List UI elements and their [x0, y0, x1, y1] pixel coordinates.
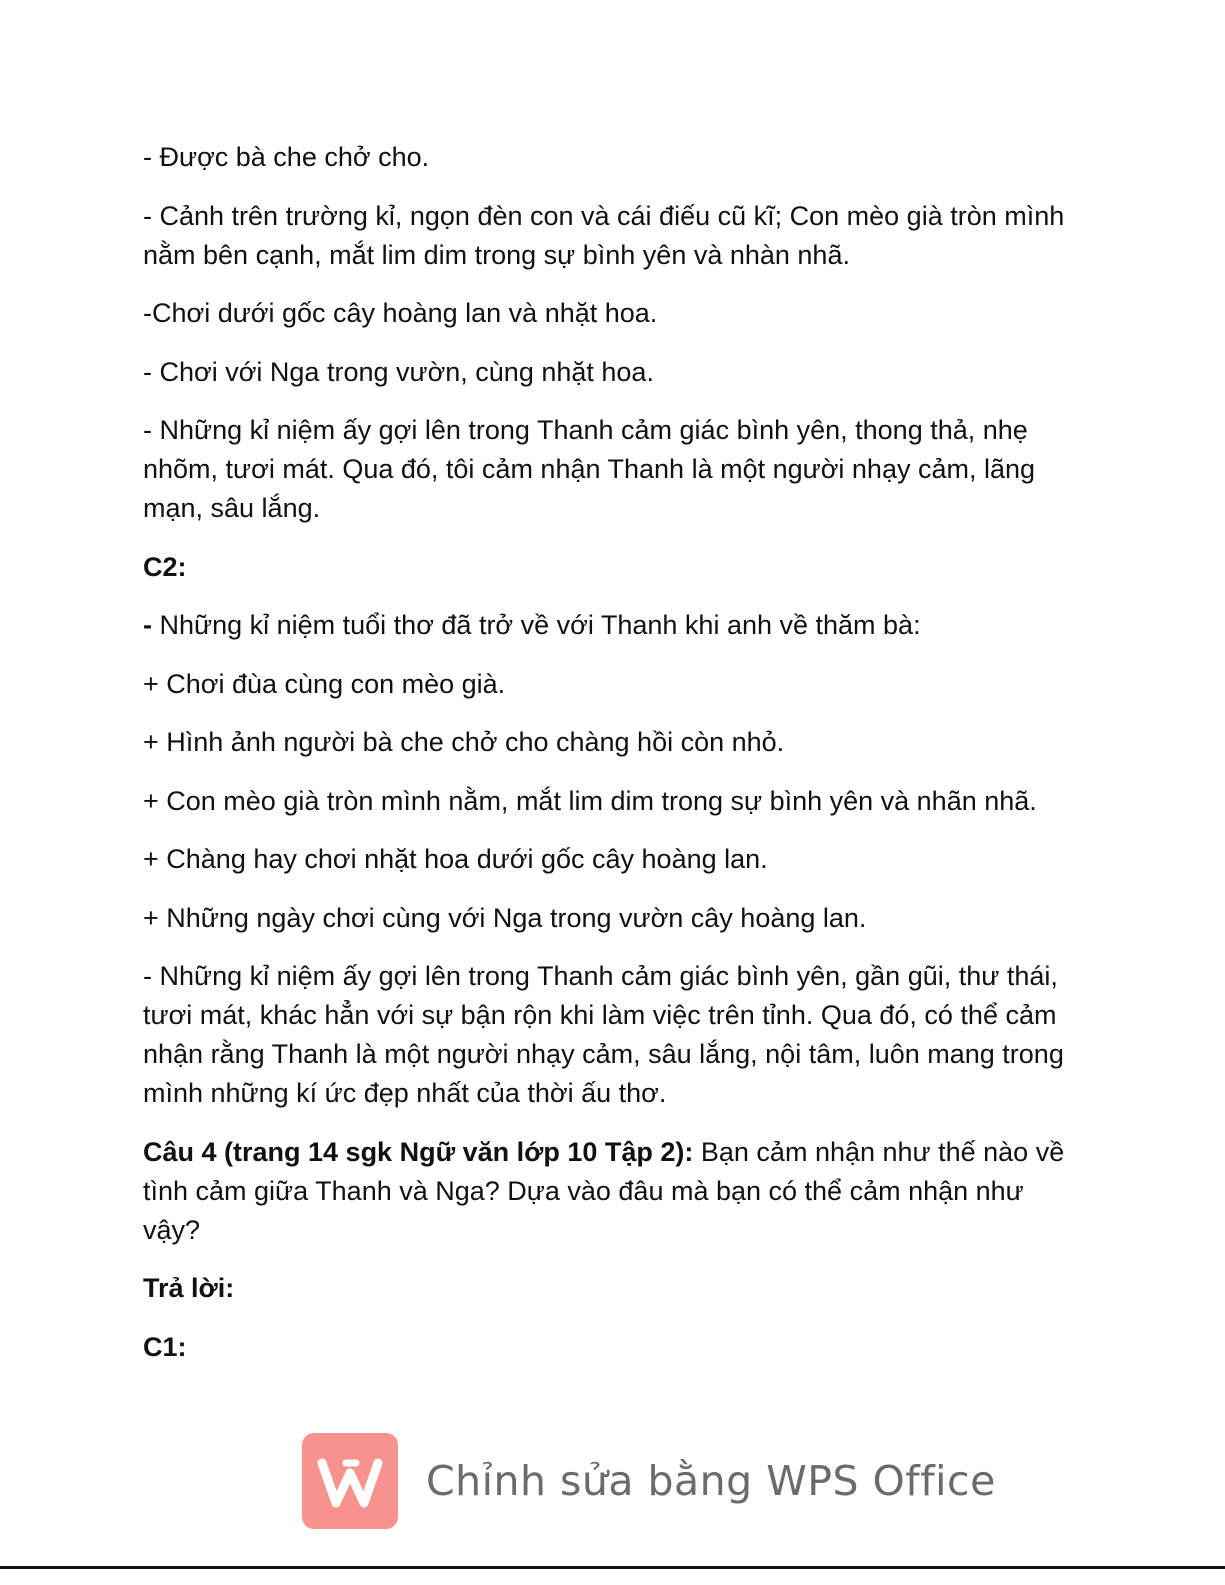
wps-logo-icon: [302, 1433, 398, 1529]
paragraph-text: - Những kỉ niệm ấy gợi lên trong Thanh cảm giác bình yên, thong thả, nhẹ nhõm, tươi mát. Qua đó, tôi cảm nhận Thanh là một người nhạy cảm, lãng mạn, sâu lắng.: [143, 415, 1036, 523]
paragraph-text: + Những ngày chơi cùng với Nga trong vườn cây hoàng lan.: [143, 902, 867, 933]
heading-text: C2:: [143, 551, 187, 582]
paragraph-text: + Con mèo già tròn mình nằm, mắt lim dim trong sự bình yên và nhãn nhã.: [143, 785, 1037, 816]
paragraph: [143, 957, 1078, 1113]
wps-watermark: [302, 1433, 996, 1529]
paragraph-text: Bạn cảm nhận như thế nào về tình cảm giữa Thanh và Nga? Dựa vào đâu mà bạn có thể cảm nhận như vậy?: [143, 1136, 1065, 1245]
answer-heading: [143, 1269, 1078, 1308]
paragraph: [143, 411, 1078, 528]
section-heading: [143, 1328, 1078, 1367]
paragraph: [143, 665, 1078, 704]
paragraph-text: + Chàng hay chơi nhặt hoa dưới gốc cây hoàng lan.: [143, 844, 768, 874]
section-heading: [143, 548, 1078, 587]
paragraph: [143, 899, 1078, 938]
paragraph: [143, 723, 1078, 762]
question-label: Câu 4 (trang 14 sgk Ngữ văn lớp 10 Tập 2):: [143, 1136, 694, 1167]
paragraph-text: Những kỉ niệm tuổi thơ đã trở về với Thanh khi anh về thăm bà:: [152, 610, 921, 640]
paragraph-text: - Được bà che chở cho.: [143, 142, 430, 172]
paragraph: [143, 353, 1078, 392]
paragraph-text: - Chơi với Nga trong vườn, cùng nhặt hoa.: [143, 356, 654, 387]
heading-text: Trả lời:: [143, 1273, 235, 1303]
paragraph: [143, 606, 1078, 645]
question-paragraph: [143, 1133, 1078, 1250]
paragraph: [143, 294, 1078, 333]
watermark-text: Chỉnh sửa bằng WPS Office: [426, 1457, 996, 1505]
paragraph-text: + Hình ảnh người bà che chở cho chàng hồi còn nhỏ.: [143, 727, 785, 757]
paragraph: [143, 138, 1078, 177]
paragraph: [143, 840, 1078, 879]
paragraph-text: + Chơi đùa cùng con mèo già.: [143, 668, 506, 699]
paragraph: [143, 197, 1078, 275]
document-body: [143, 138, 1078, 1386]
heading-text: C1:: [143, 1331, 187, 1362]
paragraph-text: - Cảnh trên trường kỉ, ngọn đèn con và cái điếu cũ kĩ; Con mèo già tròn mình nằm bên cạnh, mắt lim dim trong sự bình yên và nhàn nhã.: [143, 200, 1065, 270]
page-bottom-border: [0, 1566, 1225, 1569]
paragraph: [143, 782, 1078, 821]
paragraph-bold-prefix: -: [143, 610, 152, 640]
paragraph-text: - Những kỉ niệm ấy gợi lên trong Thanh cảm giác bình yên, gần gũi, thư thái, tươi mát, khác hẳn với sự bận rộn khi làm việc trên tỉnh. Qua đó, có thể cảm nhận rằng Thanh là một người nhạy cảm, sâu lắng, nội tâm, luôn mang trong mình những kí ức đẹp nhất của thời ấu thơ.: [143, 961, 1064, 1108]
paragraph-text: -Chơi dưới gốc cây hoàng lan và nhặt hoa.: [143, 298, 658, 328]
